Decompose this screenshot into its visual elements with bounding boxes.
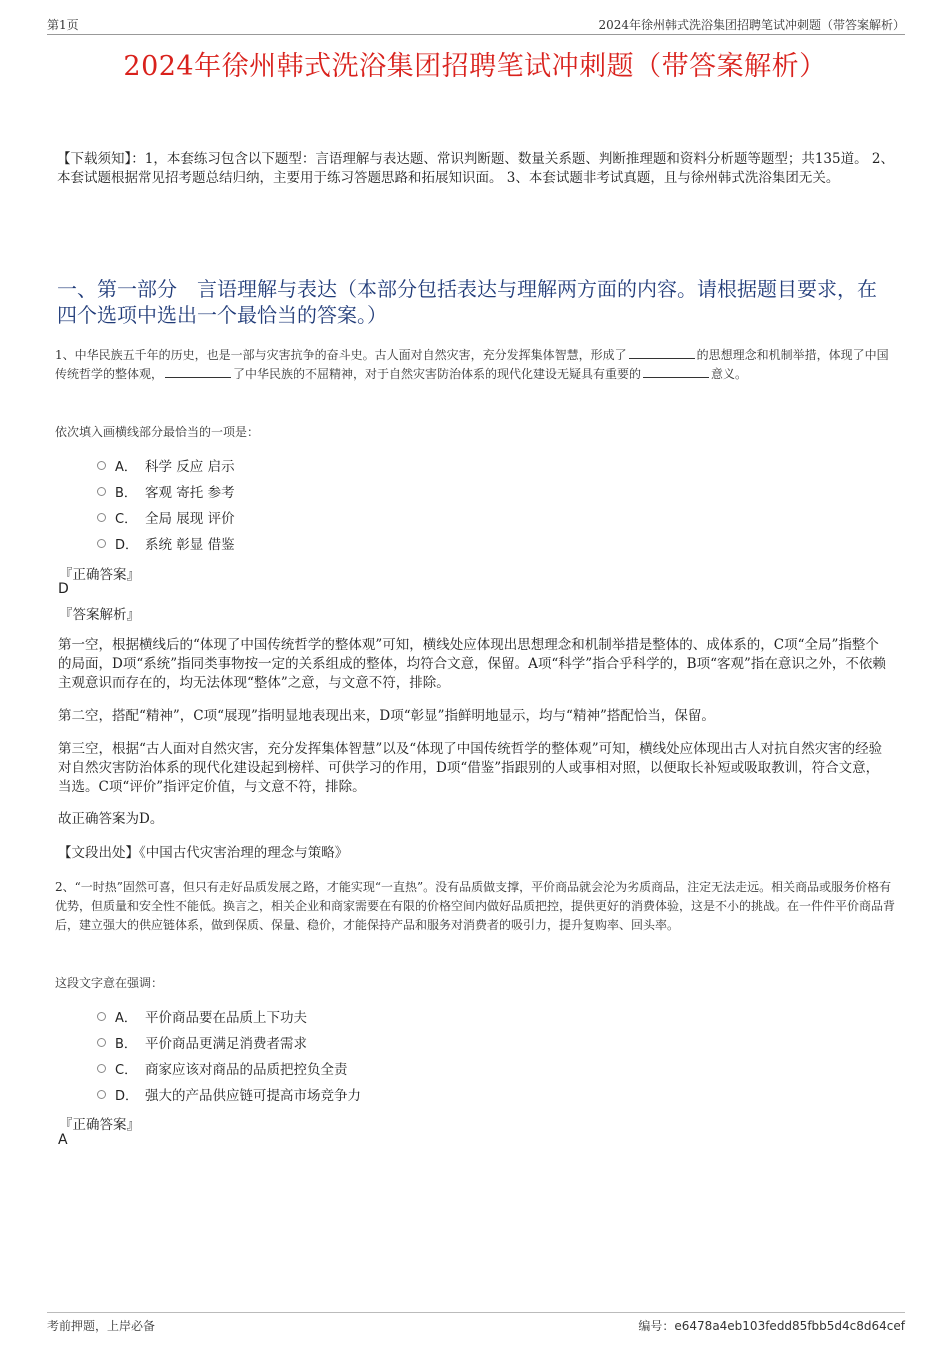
option-a[interactable]: A． 平价商品要在品质上下功夫 (97, 1003, 361, 1029)
q1-source: 【文段出处】《中国古代灾害治理的理念与策略》 (58, 845, 349, 861)
option-d[interactable]: D． 强大的产品供应链可提高市场竞争力 (97, 1081, 361, 1107)
radio-icon[interactable] (97, 1064, 106, 1073)
analysis-paragraph-3: 第三空，根据“古人面对自然灾害，充分发挥集体智慧”以及“体现了中国传统哲学的整体观”可知，横线处应体现出古人对抗自然灾害的经验对自然灾害防治体系的现代化建设起到榜样、可供学习的作用，D项“借鉴”指跟别的人或事相对照，以便取长补短或吸取教训，符合文意，当选。C项“评价”指评定价值，与文意不符，排除。 (58, 741, 883, 795)
page-footer (47, 1312, 905, 1333)
radio-icon[interactable] (97, 539, 106, 548)
q1-answer-label: 『正确答案』 (59, 567, 140, 583)
option-a[interactable]: A． 科学 反应 启示 (97, 452, 235, 478)
option-d[interactable]: D． 系统 彰显 借鉴 (97, 530, 235, 556)
question-1-text: 1、中华民族五千年的历史，也是一部与灾害抗争的奋斗史。古人面对自然灾害，充分发挥集体智慧，形成了 的思想理念和机制举措，体现了中国传统哲学的整体观， 了中华民族的不屈精神，对于自然灾害防治体系的现代化建设无疑具有重要的 意义。 (55, 348, 889, 381)
question-2-options (97, 1003, 361, 1107)
radio-icon[interactable] (97, 461, 106, 470)
blank-3 (643, 365, 709, 378)
radio-icon[interactable] (97, 1038, 106, 1047)
header-doc-title: 2024年徐州韩式洗浴集团招聘笔试冲刺题（带答案解析） (598, 18, 905, 32)
question-2-text: 2、“一时热”固然可喜，但只有走好品质发展之路，才能实现“一直热”。没有品质做支撑，平价商品就会沦为劣质商品，注定无法走远。相关商品或服务价格有优势，但质量和安全性不能低。换言之，相关企业和商家需要在有限的价格空间内做好品质把控，提供更好的消费体验，这是不小的挑战。在一件件平价商品背后，建立强大的供应链体系，做到保质、保量、稳价，才能保持产品和服务对消费者的吸引力，提升复购率、回头率。 (55, 880, 896, 932)
page-header (47, 14, 905, 35)
q1-answer: D (58, 581, 69, 597)
section-title: 一、第一部分 言语理解与表达（本部分包括表达与理解两方面的内容。请根据题目要求，在四个选项中选出一个最恰当的答案。） (57, 277, 877, 327)
option-b[interactable]: B． 平价商品更满足消费者需求 (97, 1029, 361, 1055)
footer-code: 编号：e6478a4eb103fedd85fbb5d4c8d64cef (638, 1319, 905, 1333)
analysis-paragraph-1: 第一空，根据横线后的“体现了中国传统哲学的整体观”可知，横线处应体现出思想理念和机制举措是整体的、成体系的，C项“全局”指整个的局面，D项“系统”指同类事物按一定的关系组成的整体，均符合文意，保留。A项“科学”指合乎科学的，B项“客观”指在意识之外，不依赖主观意识而存在的，均无法体现“整体”之意，与文意不符，排除。 (58, 637, 886, 691)
blank-1 (629, 346, 695, 359)
question-2-prompt: 这段文字意在强调： (55, 976, 164, 990)
option-c[interactable]: C． 全局 展现 评价 (97, 504, 235, 530)
q2-answer: A (58, 1132, 68, 1148)
q1-analysis-label: 『答案解析』 (59, 607, 140, 623)
document-title: 2024年徐州韩式洗浴集团招聘笔试冲刺题（带答案解析） (123, 51, 827, 82)
question-1-options (97, 452, 235, 556)
radio-icon[interactable] (97, 1090, 106, 1099)
option-c[interactable]: C． 商家应该对商品的品质把控负全责 (97, 1055, 361, 1081)
q2-answer-label: 『正确答案』 (59, 1117, 140, 1133)
analysis-paragraph-2: 第二空，搭配“精神”，C项“展现”指明显地表现出来，D项“彰显”指鲜明地显示，均与“精神”搭配恰当，保留。 (58, 708, 715, 724)
option-b[interactable]: B． 客观 寄托 参考 (97, 478, 235, 504)
download-notice: 【下载须知】：1，本套练习包含以下题型：言语理解与表达题、常识判断题、数量关系题、判断推理题和资料分析题等题型；共135道。 2、本套试题根据常见招考题总结归纳，主要用于练习答题思路和拓展知识面。 3、本套试题非考试真题，且与徐州韩式洗浴集团无关。 (57, 151, 894, 186)
radio-icon[interactable] (97, 513, 106, 522)
question-1-prompt: 依次填入画横线部分最恰当的一项是： (55, 425, 260, 439)
blank-2 (165, 365, 231, 378)
footer-slogan: 考前押题，上岸必备 (47, 1319, 156, 1333)
radio-icon[interactable] (97, 487, 106, 496)
analysis-conclusion: 故正确答案为D。 (58, 811, 164, 827)
radio-icon[interactable] (97, 1012, 106, 1021)
page-number: 第1页 (47, 18, 79, 32)
